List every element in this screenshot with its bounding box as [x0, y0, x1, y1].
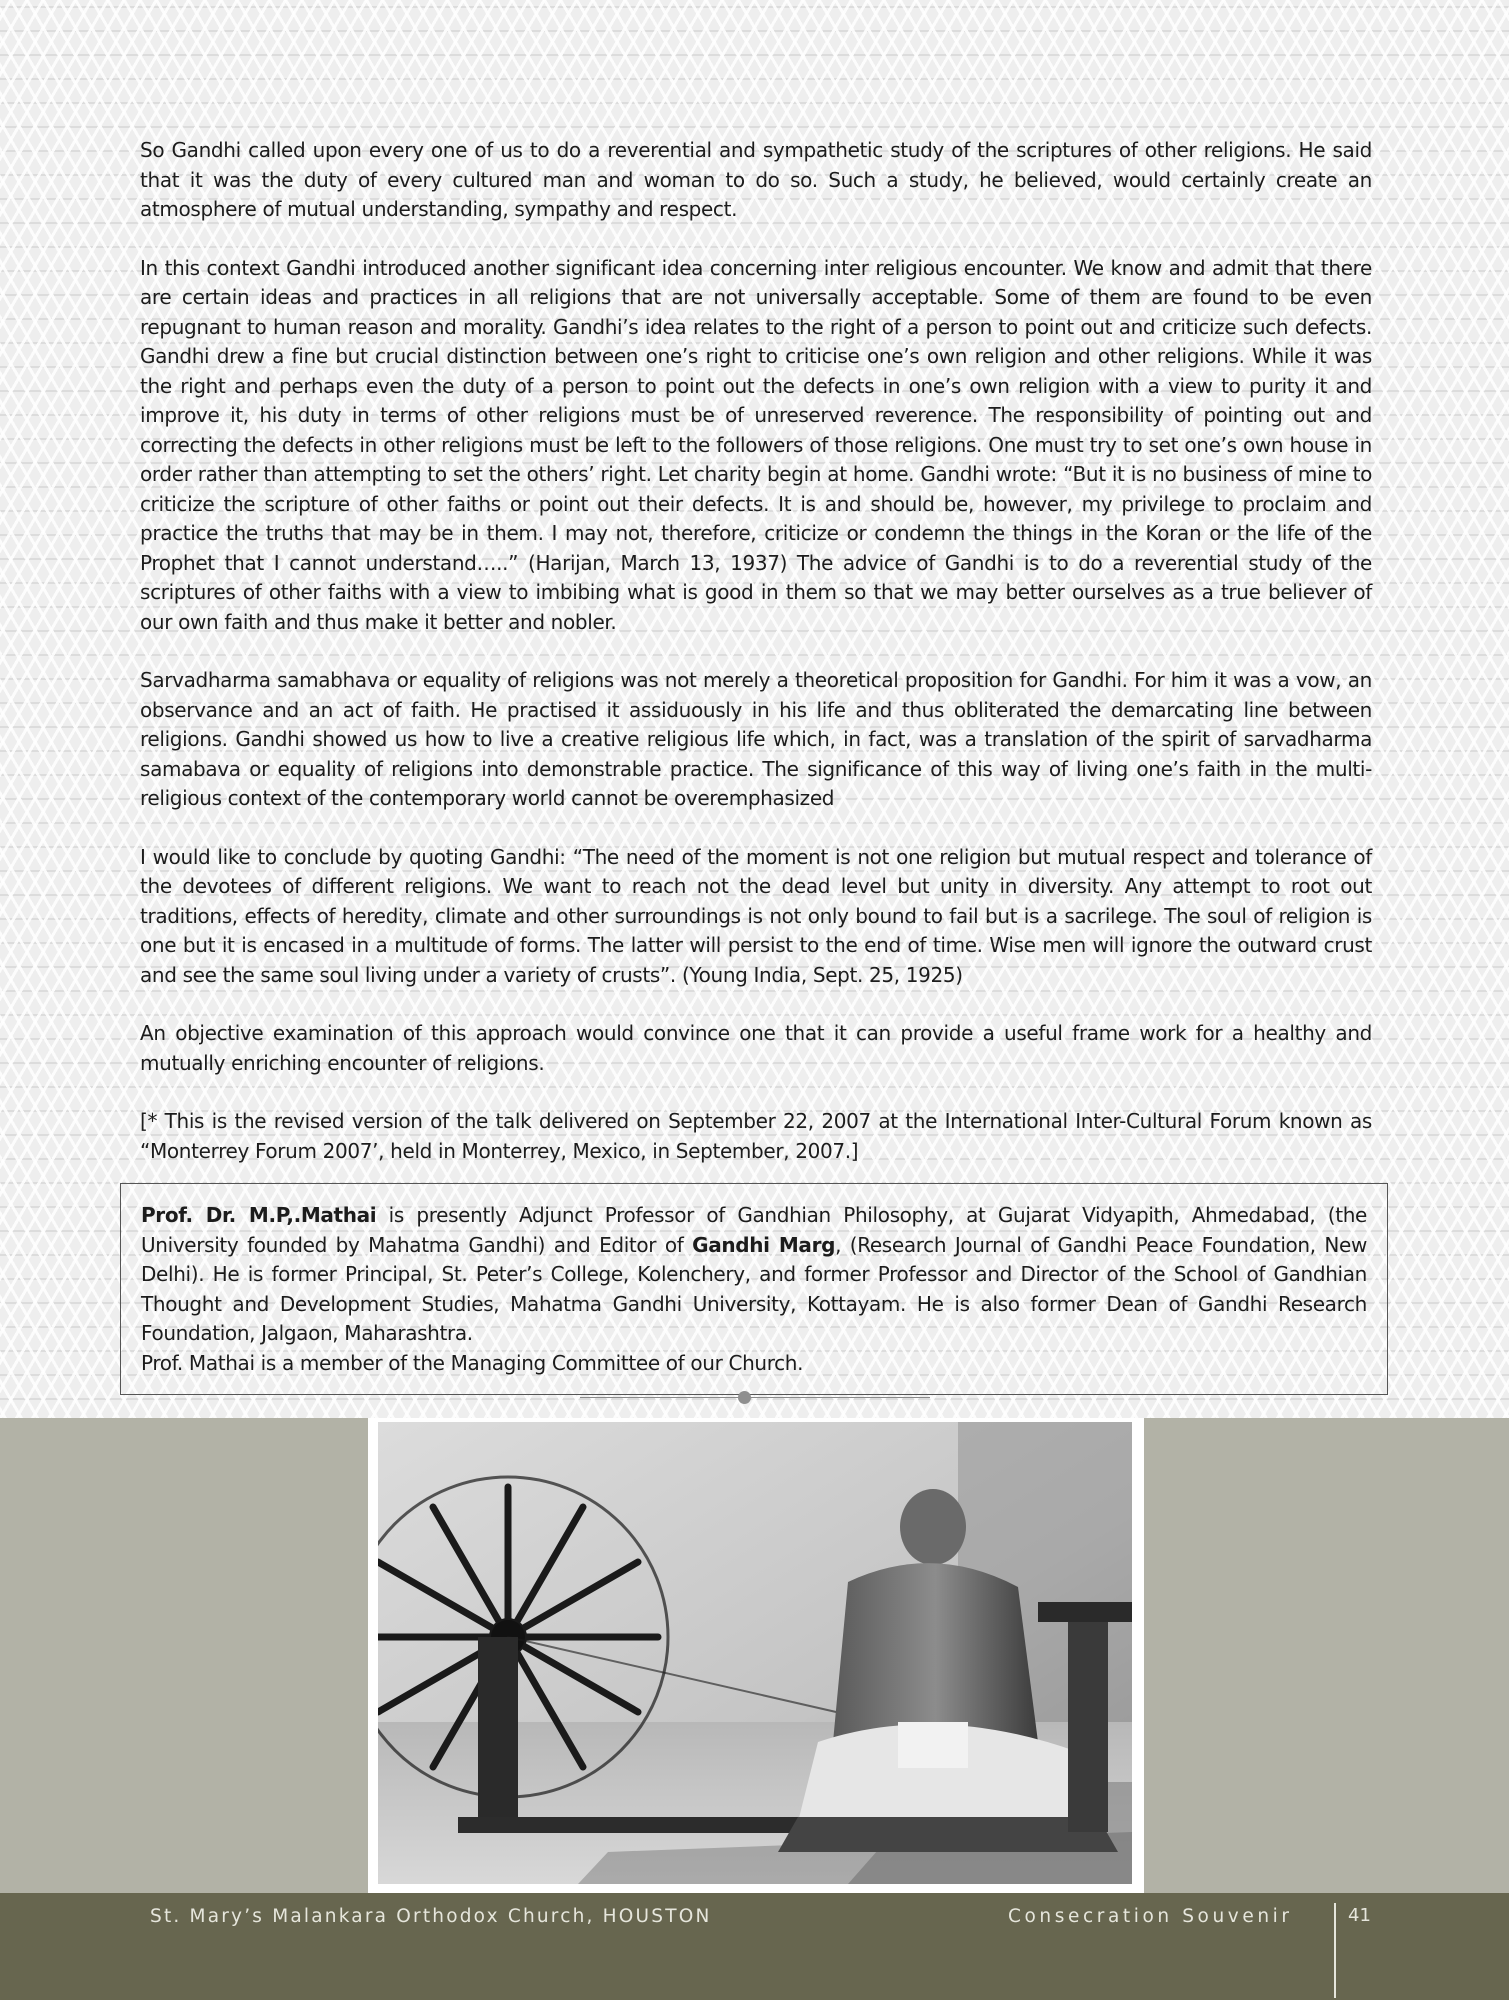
ornament-divider-line [580, 1397, 930, 1398]
paragraph: An objective examination of this approach would convince one that it can provide a useful frame work for a healthy and mutually enriching encounter of religions. [140, 1021, 1372, 1075]
gandhi-spinning-wheel-photo [378, 1422, 1132, 1884]
page-number: 41 [1348, 1905, 1371, 1926]
paragraph: In this context Gandhi introduced another significant idea concerning inter religious encounter. We know and admit that there are certain ideas and practices in all religions that are not universally acceptable. Some of them are found to be even repugnant to human reason and morality. Gandhi’s idea relates to the right of a person to point out and criticize such defects. Gandhi drew a fine but crucial distinction between one’s right to criticise one’s own religion and other religions. While it was the right and perhaps even the duty of a person to point out the defects in one’s own religion with a view to purity it and improve it, his duty in terms of other religions must be of unreserved reverence. The responsibility of pointing out and correcting the defects in other religions must be left to the followers of those religions. One must try to set one’s own house in order rather than attempting to set the others’ right. Let charity begin at home. Gandhi wrote: “But it is no business of mine to criticize the scripture of other faiths or point out their defects. It is and should be, however, my privilege to proclaim and practice the truths that may be in them. I may not, therefore, criticize or condemn the things in the Koran or the life of the Prophet that I cannot understand…..” (Harijan, March 13, 1937) The advice of Gandhi is to do a reverential study of the scriptures of other faiths with a view to imbibing what is good in them so that we may better ourselves as a true believer of our own faith and thus make it better and nobler. [140, 255, 1372, 634]
article-body [140, 136, 1372, 1195]
bio-membership-line: Prof. Mathai is a member of the Managing Committee of our Church. [141, 1350, 804, 1375]
footnote-paragraph: [* This is the revised version of the talk delivered on September 22, 2007 at the International Inter-Cultural Forum known as “Monterrey Forum 2007’, held in Monterrey, Mexico, in September, 2007.] [140, 1109, 1372, 1163]
bio-text-part: , (Research Journal of Gandhi Peace Foundation, New Delhi). He is former Principal, St. Peter’s College, Kolenchery, and former Professor and Director of the School of Gandhian Thought and Development Studies, Mahatma Gandhi University, Kottayam. He is also former Dean of Gandhi Research Foundation, Jalgaon, Maharashtra. [141, 1232, 1367, 1345]
author-bio-text [141, 1201, 1367, 1349]
author-bio-box [120, 1183, 1388, 1395]
author-name: Prof. Dr. M.P,.Mathai [141, 1203, 377, 1227]
paragraph: I would like to conclude by quoting Gandhi: “The need of the moment is not one religion but mutual respect and tolerance of the devotees of different religions. We want to reach not the dead level but unity in diversity. Any attempt to root out traditions, effects of heredity, climate and other surroundings is not only bound to fail but is a sacrilege. The soul of religion is one but it is encased in a multitude of forms. The latter will persist to the end of time. Wise men will ignore the outward crust and see the same soul living under a variety of crusts”. (Young India, Sept. 25, 1925) [140, 844, 1372, 987]
ornament-divider-dot [738, 1391, 751, 1404]
footer-publication-title: Consecration Souvenir [1008, 1906, 1293, 1927]
paragraph: Sarvadharma samabhava or equality of religions was not merely a theoretical proposition for Gandhi. For him it was a vow, an observance and an act of faith. He practised it assiduously in his life and thus obliterated the demarcating line between religions. Gandhi showed us how to live a creative religious life which, in fact, was a translation of the spirit of sarvadharma samabava or equality of religions into demonstrable practice. The significance of this way of living one’s faith in the multi-religious context of the contemporary world cannot be overemphasized [140, 668, 1372, 810]
bio-text-part: is presently Adjunct Professor of Gandhian Philosophy, at Gujarat Vidyapith, Ahmedabad, (the University founded by Mahatma Gandhi) and Editor of [141, 1203, 1368, 1257]
footer-church-name: St. Mary’s Malankara Orthodox Church, HOUSTON [150, 1906, 712, 1927]
paragraph: So Gandhi called upon every one of us to do a reverential and sympathetic study of the scriptures of other religions. He said that it was the duty of every cultured man and woman to do so. Such a study, he believed, would certainly create an atmosphere of mutual understanding, sympathy and respect. [140, 138, 1372, 221]
footer-separator [1334, 1903, 1336, 1998]
journal-name: Gandhi Marg [692, 1232, 836, 1257]
